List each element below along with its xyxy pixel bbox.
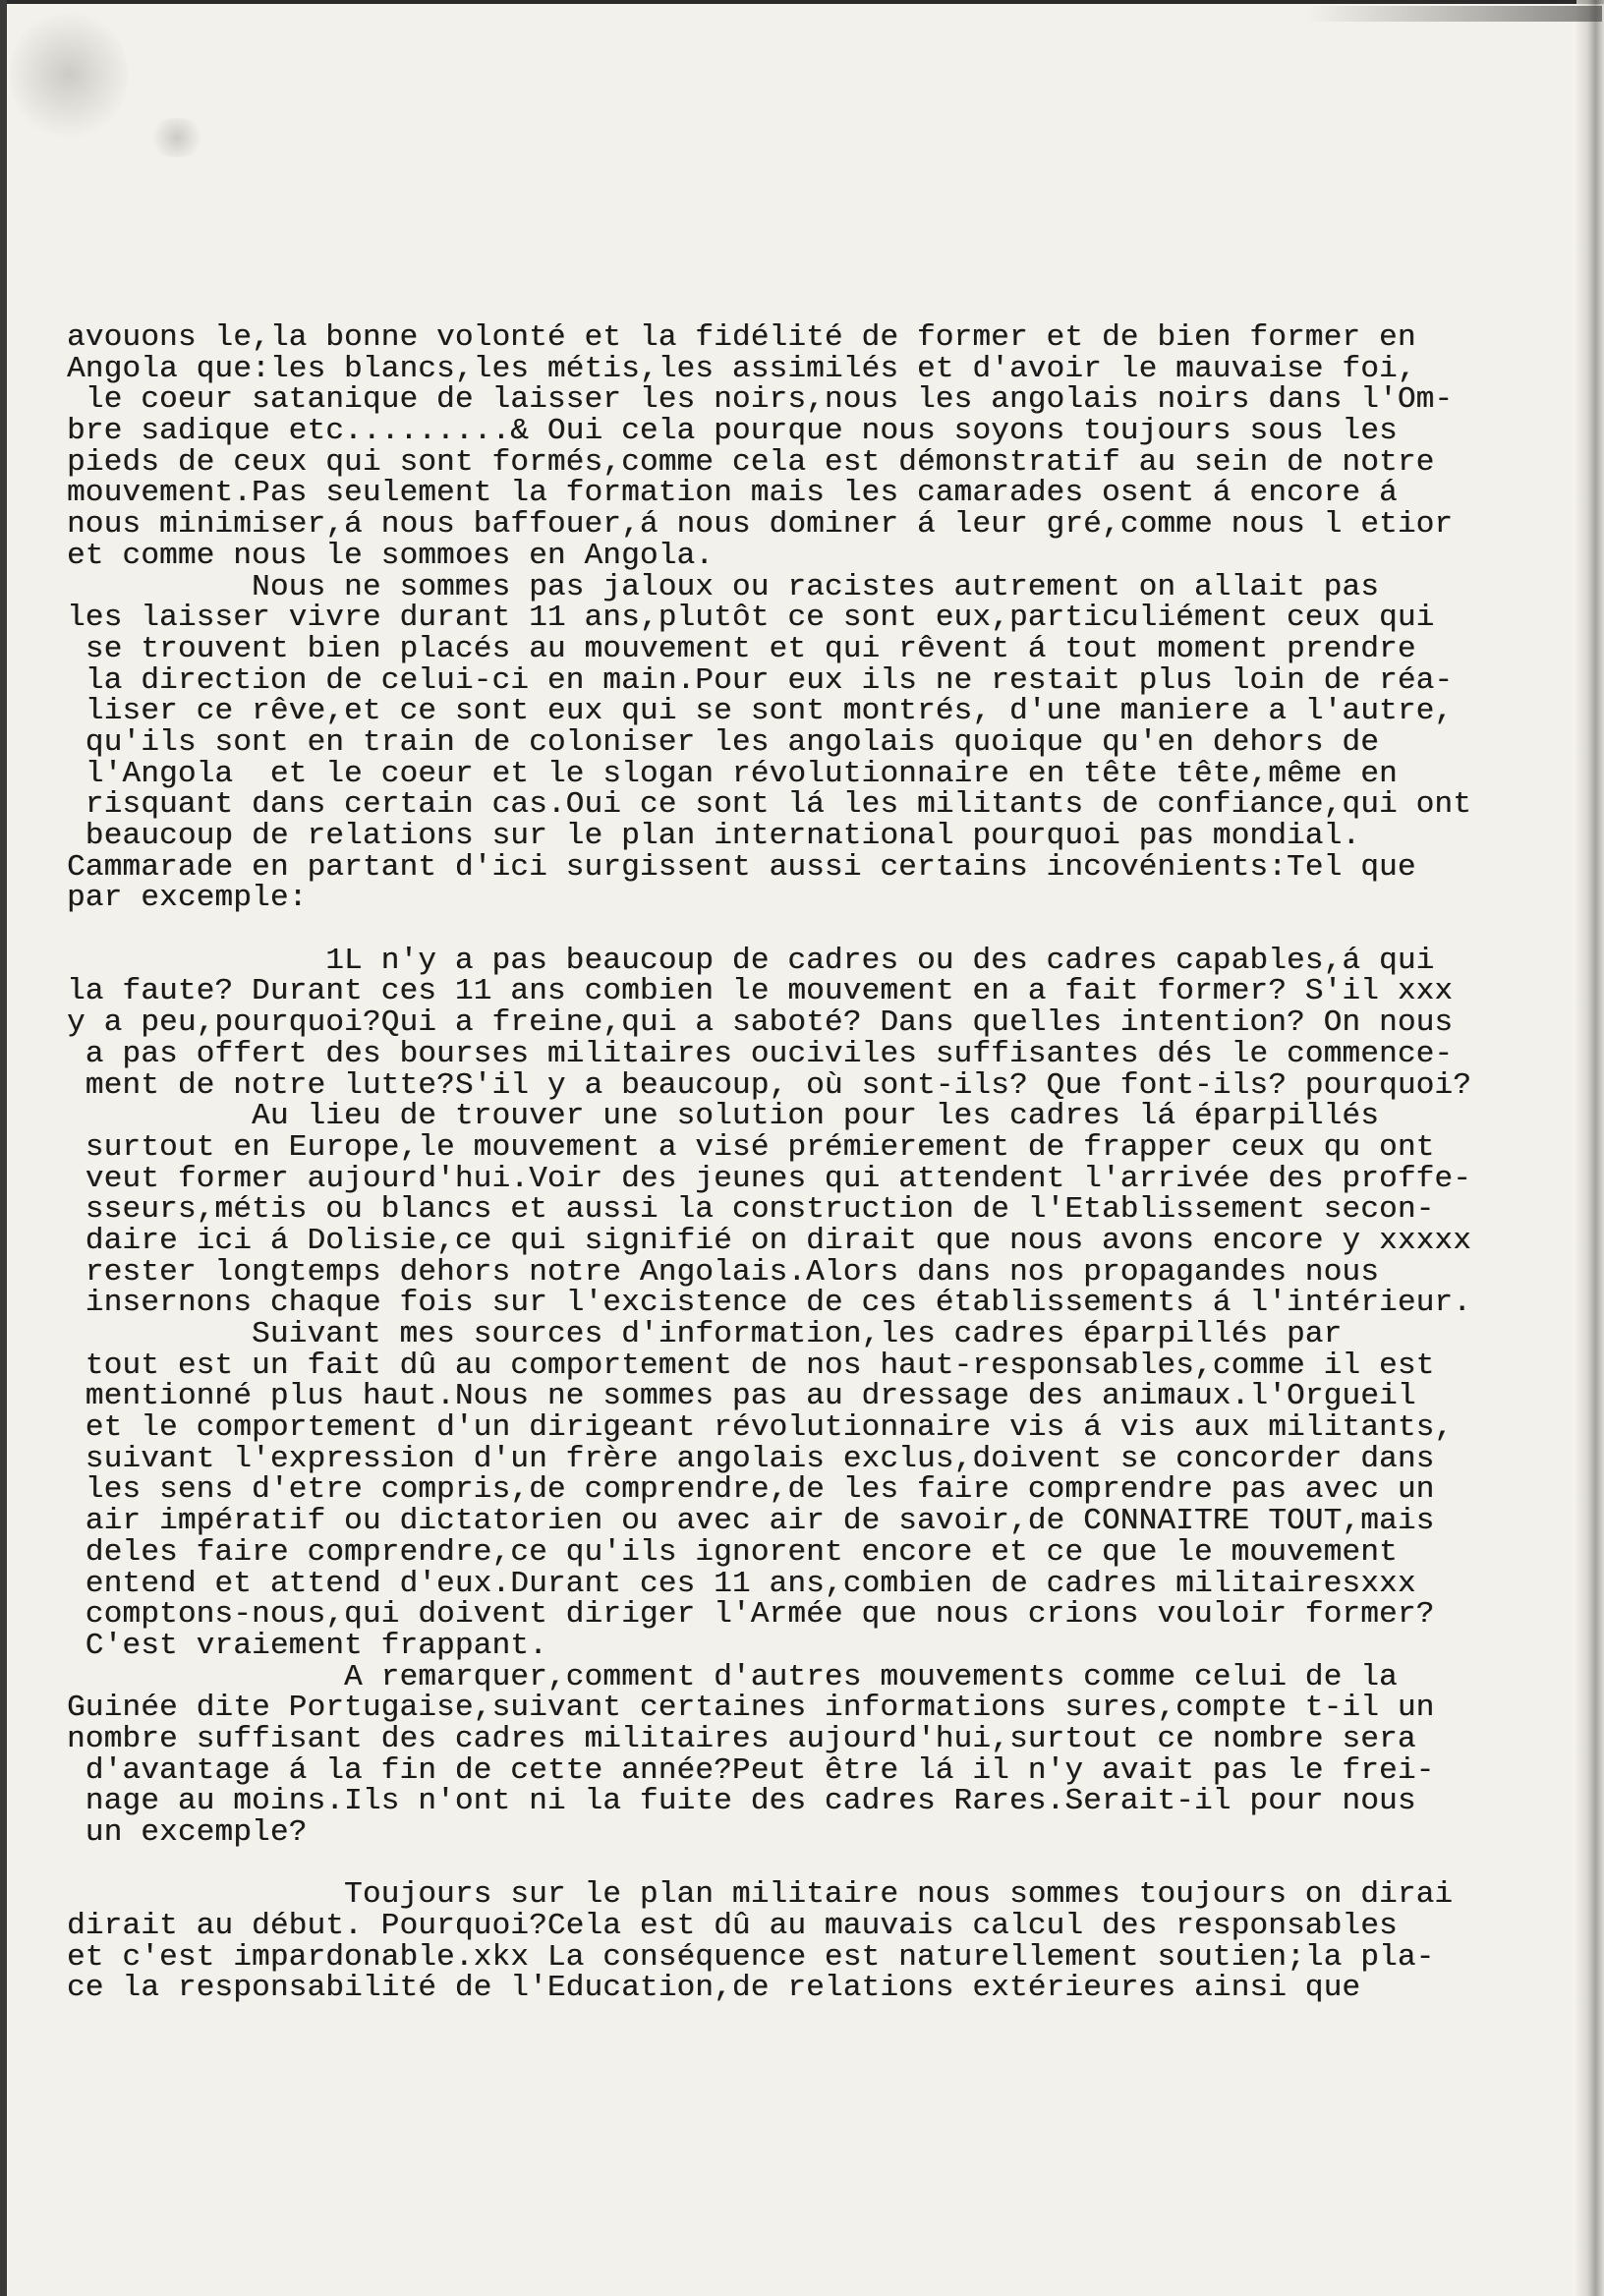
- text-line: liser ce rêve,et ce sont eux qui se sont montrés, d'une maniere a l'autre,: [67, 694, 1454, 729]
- text-line: d'avantage á la fin de cette année?Peut être lá il n'y avait pas le frei-: [67, 1752, 1435, 1788]
- text-line: veut former aujourd'hui.Voir des jeunes qui attendent l'arrivée des proffe-: [67, 1161, 1472, 1196]
- text-line: a pas offert des bourses militaires ouciviles suffisantes dés le commence-: [67, 1036, 1454, 1071]
- text-line: [67, 914, 1571, 946]
- top-border-line: [0, 0, 1604, 4]
- text-line: insernons chaque fois sur l'excistence de ces établissements á l'intérieur.: [67, 1286, 1472, 1321]
- text-line: risquant dans certain cas.Oui ce sont lá les militants de confiance,qui ont: [67, 787, 1472, 823]
- text-line: 1L n'y a pas beaucoup de cadres ou des cadres capables,á qui: [67, 943, 1435, 978]
- text-line: daire ici á Dolisie,ce qui signifié on dirait que nous avons encore y xxxxx: [67, 1223, 1472, 1258]
- text-line: Suivant mes sources d'information,les cadres éparpillés par: [67, 1317, 1343, 1351]
- text-line: nombre suffisant des cadres militaires aujourd'hui,surtout ce nombre sera: [67, 1721, 1416, 1756]
- text-line: nage au moins.Ils n'ont ni la fuite des cadres Rares.Serait-il pour nous: [67, 1784, 1416, 1819]
- text-line: Cammarade en partant d'ici surgissent aussi certains incovénients:Tel que: [67, 849, 1416, 885]
- text-line: ment de notre lutte?S'il y a beaucoup, où sont-ils? Que font-ils? pourquoi?: [67, 1067, 1472, 1103]
- text-line: Angola que:les blancs,les métis,les assimilés et d'avoir le mauvaise foi,: [67, 351, 1416, 386]
- text-line: comptons-nous,qui doivent diriger l'Armée que nous crions vouloir former?: [67, 1597, 1435, 1633]
- text-line: Nous ne sommes pas jaloux ou racistes autrement on allait pas: [67, 569, 1380, 604]
- text-line: la faute? Durant ces 11 ans combien le mouvement en a fait former? S'il xxx: [67, 974, 1454, 1009]
- text-line: le coeur satanique de laisser les noirs,nous les angolais noirs dans l'Om-: [67, 382, 1454, 418]
- text-line: et comme nous le sommoes en Angola.: [67, 538, 715, 573]
- text-line: la direction de celui-ci en main.Pour eux ils ne restait plus loin de réa-: [67, 662, 1454, 698]
- text-line: tout est un fait dû au comportement de nos haut-responsables,comme il est: [67, 1348, 1435, 1383]
- text-line: mentionné plus haut.Nous ne sommes pas au dressage des animaux.l'Orgueil: [67, 1379, 1416, 1414]
- scan-smudge: [1307, 6, 1602, 22]
- text-line: suivant l'expression d'un frère angolais exclus,doivent se concorder dans: [67, 1441, 1435, 1476]
- text-line: avouons le,la bonne volonté et la fidélité de former et de bien former en: [67, 320, 1416, 355]
- right-scan-edge: [1576, 0, 1604, 2296]
- text-line: [67, 1849, 1571, 1880]
- text-line: l'Angola et le coeur et le slogan révolutionnaire en tête tête,même en: [67, 756, 1398, 791]
- text-line: par excemple:: [67, 881, 308, 916]
- text-line: dirait au début. Pourquoi?Cela est dû au mauvais calcul des responsables: [67, 1909, 1398, 1944]
- text-line: y a peu,pourquoi?Qui a freine,qui a saboté? Dans quelles intention? On nous: [67, 1005, 1454, 1041]
- text-line: et le comportement d'un dirigeant révolutionnaire vis á vis aux militants,: [67, 1410, 1454, 1446]
- text-line: les laisser vivre durant 11 ans,plutôt ce sont eux,particuliément ceux qui: [67, 601, 1435, 636]
- left-border-line: [0, 0, 7, 2296]
- text-line: Toujours sur le plan militaire nous sommes toujours on dirai: [67, 1877, 1454, 1913]
- text-line: Guinée dite Portugaise,suivant certaines informations sures,compte t-il un: [67, 1691, 1435, 1726]
- text-line: sseurs,métis ou blancs et aussi la construction de l'Etablissement secon-: [67, 1192, 1435, 1228]
- text-line: surtout en Europe,le mouvement a visé prémierement de frapper ceux qu ont: [67, 1129, 1435, 1165]
- text-line: mouvement.Pas seulement la formation mais les camarades osent á encore á: [67, 476, 1398, 511]
- text-line: ce la responsabilité de l'Education,de relations extérieures ainsi que: [67, 1971, 1361, 2006]
- text-line: et c'est impardonable.xkx La conséquence est naturellement soutien;la pla-: [67, 1939, 1435, 1975]
- text-line: entend et attend d'eux.Durant ces 11 ans,combien de cadres militairesxxx: [67, 1566, 1416, 1601]
- text-line: bre sadique etc.........& Oui cela pourque nous soyons toujours sous les: [67, 414, 1398, 449]
- text-line: deles faire comprendre,ce qu'ils ignorent encore et ce que le mouvement: [67, 1534, 1398, 1570]
- text-line: un excemple?: [67, 1815, 308, 1850]
- text-line: Au lieu de trouver une solution pour les cadres lá éparpillés: [67, 1099, 1380, 1134]
- text-line: beaucoup de relations sur le plan international pourquoi pas mondial.: [67, 819, 1361, 853]
- text-line: nous minimiser,á nous baffouer,á nous dominer á leur gré,comme nous l etior: [67, 507, 1454, 543]
- text-line: les sens d'etre compris,de comprendre,de les faire comprendre pas avec un: [67, 1472, 1435, 1508]
- text-line: air impératif ou dictatorien ou avec air de savoir,de CONNAITRE TOUT,mais: [67, 1504, 1435, 1539]
- scan-smudge: [147, 118, 206, 157]
- typewritten-text: [67, 322, 1571, 2004]
- scan-smudge: [10, 6, 128, 144]
- text-line: pieds de ceux qui sont formés,comme cela est démonstratif au sein de notre: [67, 444, 1435, 480]
- text-line: C'est vraiement frappant.: [67, 1628, 547, 1663]
- text-line: qu'ils sont en train de coloniser les angolais quoique qu'en dehors de: [67, 724, 1380, 760]
- text-line: A remarquer,comment d'autres mouvements comme celui de la: [67, 1659, 1398, 1694]
- text-line: rester longtemps dehors notre Angolais.Alors dans nos propagandes nous: [67, 1254, 1380, 1290]
- text-line: se trouvent bien placés au mouvement et qui rêvent á tout moment prendre: [67, 631, 1416, 666]
